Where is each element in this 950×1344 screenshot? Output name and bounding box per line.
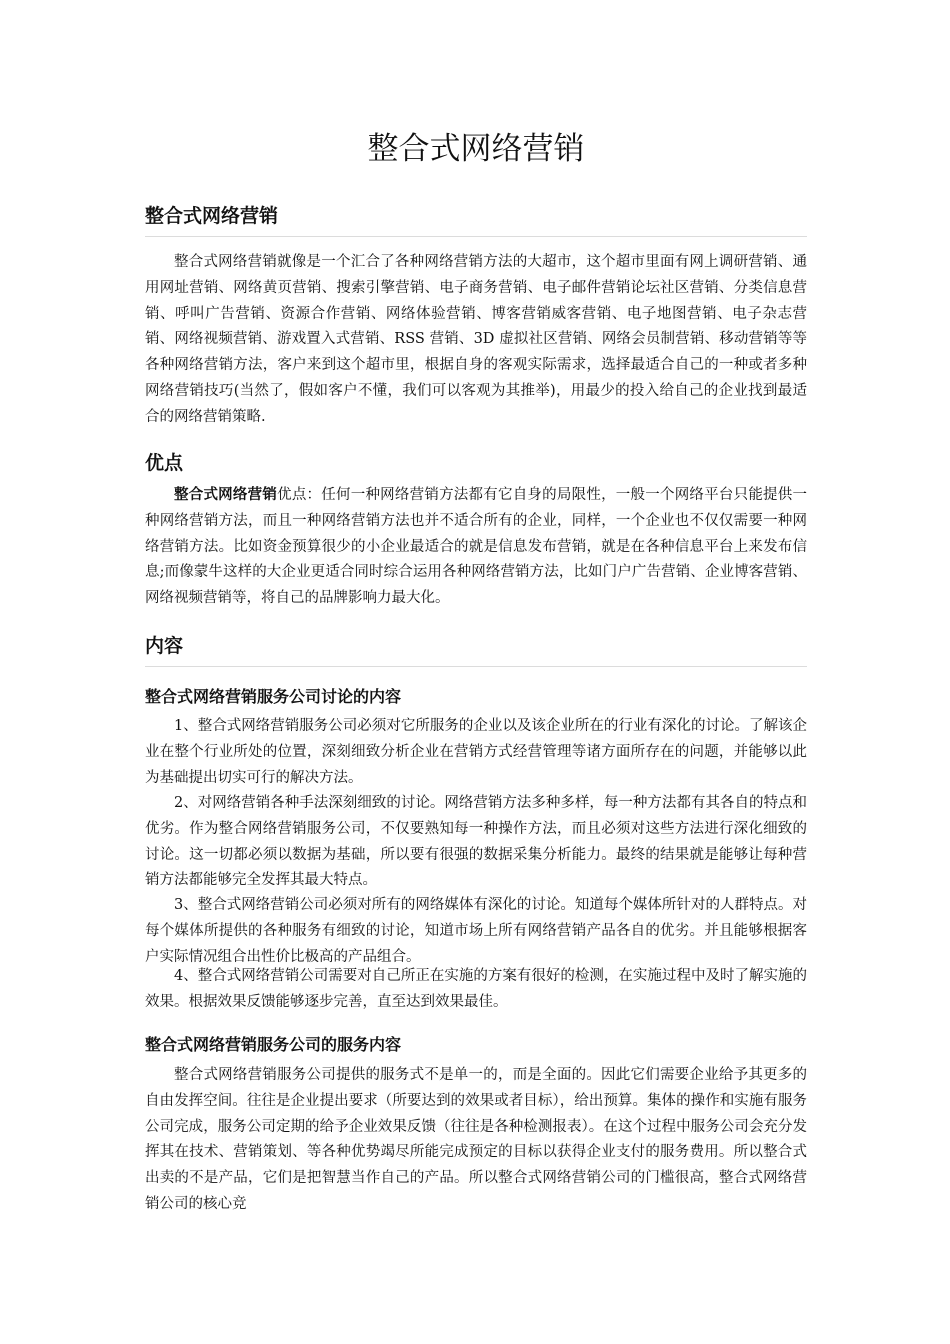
advantages-text: 优点：任何一种网络营销方法都有它自身的局限性，一般一个网络平台只能提供一种网络营销方法，而且一种网络营销方法也并不适合所有的企业，同样，一个企业也不仅仅需要一种网络营销方法。比如资金预算很少的小企业最适合的就是信息发布营销，就是在各种信息平台上来发布信息;而像蒙牛这样的大企业更适合同时综合运用各种网络营销方法，比如门户广告营销、企业博客营销、网络视频营销等，将自己的品牌影响力最大化。 xyxy=(145,487,808,607)
section-heading-content: 内容 xyxy=(145,632,807,667)
section-heading-overview: 整合式网络营销 xyxy=(145,202,807,237)
research-item-3: 3、整合式网络营销公司必须对所有的网络媒体有深化的讨论。知道每个媒体所针对的人群特点。对每个媒体所提供的各种服务有细致的讨论，知道市场上所有网络营销产品各自的优劣。并且能够根据客户实际情况组合出性价比极高的产品组合。 xyxy=(145,897,807,965)
research-item-2: 2、对网络营销各种手法深刻细致的讨论。网络营销方法多种多样，每一种方法都有其各自的特点和优劣。作为整合网络营销服务公司，不仅要熟知每一种操作方法，而且必须对这些方法进行深化细致的讨论。这一切都必须以数据为基础，所以要有很强的数据采集分析能力。最终的结果就是能够让每种营销方法都能够完全发挥其最大特点。 xyxy=(145,795,807,889)
subsection-heading-research: 整合式网络营销服务公司讨论的内容 xyxy=(145,687,402,706)
advantages-lead-bold: 整合式网络营销 xyxy=(174,486,278,503)
advantages-paragraph xyxy=(145,482,807,612)
research-item-4: 4、整合式网络营销公司需要对自己所正在实施的方案有很好的检测，在实施过程中及时了解实施的效果。根据效果反馈能够逐步完善，直至达到效果最佳。 xyxy=(145,968,807,1010)
subsection-heading-services: 整合式网络营销服务公司的服务内容 xyxy=(145,1035,402,1054)
services-paragraph: 整合式网络营销服务公司提供的服务式不是单一的，而是全面的。因此它们需要企业给予其更多的自由发挥空间。往往是企业提出要求（所要达到的效果或者目标），给出预算。集体的操作和实施有服务公司完成，服务公司定期的给予企业效果反馈（往往是各种检测报表）。在这个过程中服务公司会充分发挥其在技术、营销策划、等各种优势竭尽所能完成预定的目标以获得企业支付的服务费用。所以整合式出卖的不是产品，它们是把智慧当作自己的产品。所以整合式网络营销公司的门槛很高，整合式网络营销公司的核心竞 xyxy=(145,1067,807,1212)
document-title: 整合式网络营销 xyxy=(367,131,585,167)
section-heading-advantages: 优点 xyxy=(145,452,184,474)
overview-paragraph: 整合式网络营销就像是一个汇合了各种网络营销方法的大超市，这个超市里面有网上调研营销、通用网址营销、网络黄页营销、搜索引擎营销、电子商务营销、电子邮件营销论坛社区营销、分类信息营销、呼叫广告营销、资源合作营销、网络体验营销、博客营销威客营销、电子地图营销、电子杂志营销、网络视频营销、游戏置入式营销、RSS 营销、3D 虚拟社区营销、网络会员制营销、移动营销等等各种网络营销方法，客户来到这个超市里，根据自身的客观实际需求，选择最适合自己的一种或者多种网络营销技巧(当然了，假如客户不懂，我们可以客观为其推举)，用最少的投入给自己的企业找到最适合的网络营销策略. xyxy=(145,254,807,425)
research-item-1: 1、整合式网络营销服务公司必须对它所服务的企业以及该企业所在的行业有深化的讨论。了解该企业在整个行业所处的位置，深刻细致分析企业在营销方式经营管理等诸方面所存在的问题，并能够以此为基础提出切实可行的解决方法。 xyxy=(145,718,807,786)
